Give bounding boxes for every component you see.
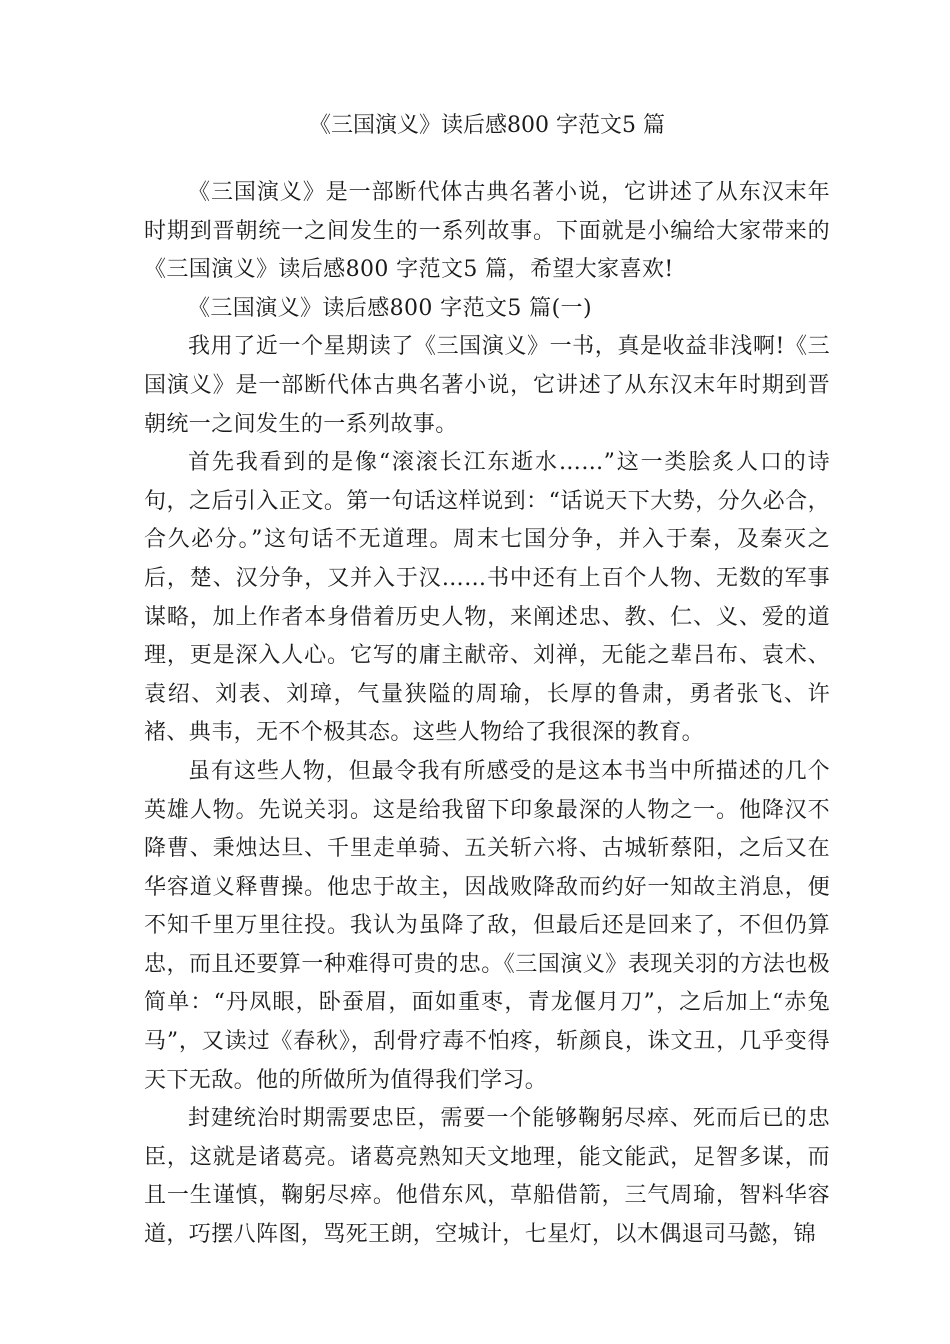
paragraph: 虽有这些人物，但最令我有所感受的是这本书当中所描述的几个英雄人物。先说关羽。这是给我留下印象最深的人物之一。他降汉不降曹、秉烛达旦、千里走单骑、五关斩六将、古城斩蔡阳，之后又在华容道义释曹操。他忠于故主，因战败降敌而约好一知故主消息，便不知千里万里往投。我认为虽降了敌，但最后还是回来了，不但仍算忠，而且还要算一种难得可贵的忠。《三国演义》表现关羽的方法也极简单：“丹凤眼，卧蚕眉，面如重枣，青龙偃月刀”，之后加上“赤兔马”，又读过《春秋》，刮骨疗毒不怕疼，斩颜良，诛文丑，几乎变得天下无敌。他的所做所为值得我们学习。: [144, 758, 830, 1093]
paragraph: 首先我看到的是像“滚滚长江东逝水……”这一类脍炙人口的诗句，之后引入正文。第一句话这样说到：“话说天下大势，分久必合，合久必分。”这句话不无道理。周末七国分争，并入于秦，及秦灭之后，楚、汉分争，又并入于汉……书中还有上百个人物、无数的军事谋略，加上作者本身借着历史人物，来阐述忠、教、仁、义、爱的道理，更是深入人心。它写的庸主献帝、刘禅，无能之辈吕布、袁术、袁绍、刘表、刘璋，气量狭隘的周瑜，长厚的鲁肃，勇者张飞、许褚、典韦，无不个极其态。这些人物给了我很深的教育。: [144, 450, 830, 746]
intro-paragraph: 《三国演义》是一部断代体古典名著小说，它讲述了从东汉末年时期到晋朝统一之间发生的一系列故事。下面就是小编给大家带来的《三国演义》读后感800 字范文5 篇，希望大家喜欢!: [144, 180, 830, 283]
document-body: [144, 174, 830, 1255]
paragraph: 我用了近一个星期读了《三国演义》一书，真是收益非浅啊!《三国演义》是一部断代体古典名著小说，它讲述了从东汉末年时期到晋朝统一之间发生的一系列故事。: [144, 334, 830, 437]
paragraph: 封建统治时期需要忠臣，需要一个能够鞠躬尽瘁、死而后已的忠臣，这就是诸葛亮。诸葛亮熟知天文地理，能文能武，足智多谋，而且一生谨慎，鞠躬尽瘁。他借东风，草船借箭，三气周瑜，智料华容道，巧摆八阵图，骂死王朗，空城计，七星灯，以木偶退司马懿，锦: [144, 1106, 830, 1248]
document-title: 《三国演义》读后感800 字范文5 篇: [309, 113, 665, 138]
section-heading: 《三国演义》读后感800 字范文5 篇(一): [188, 295, 592, 321]
